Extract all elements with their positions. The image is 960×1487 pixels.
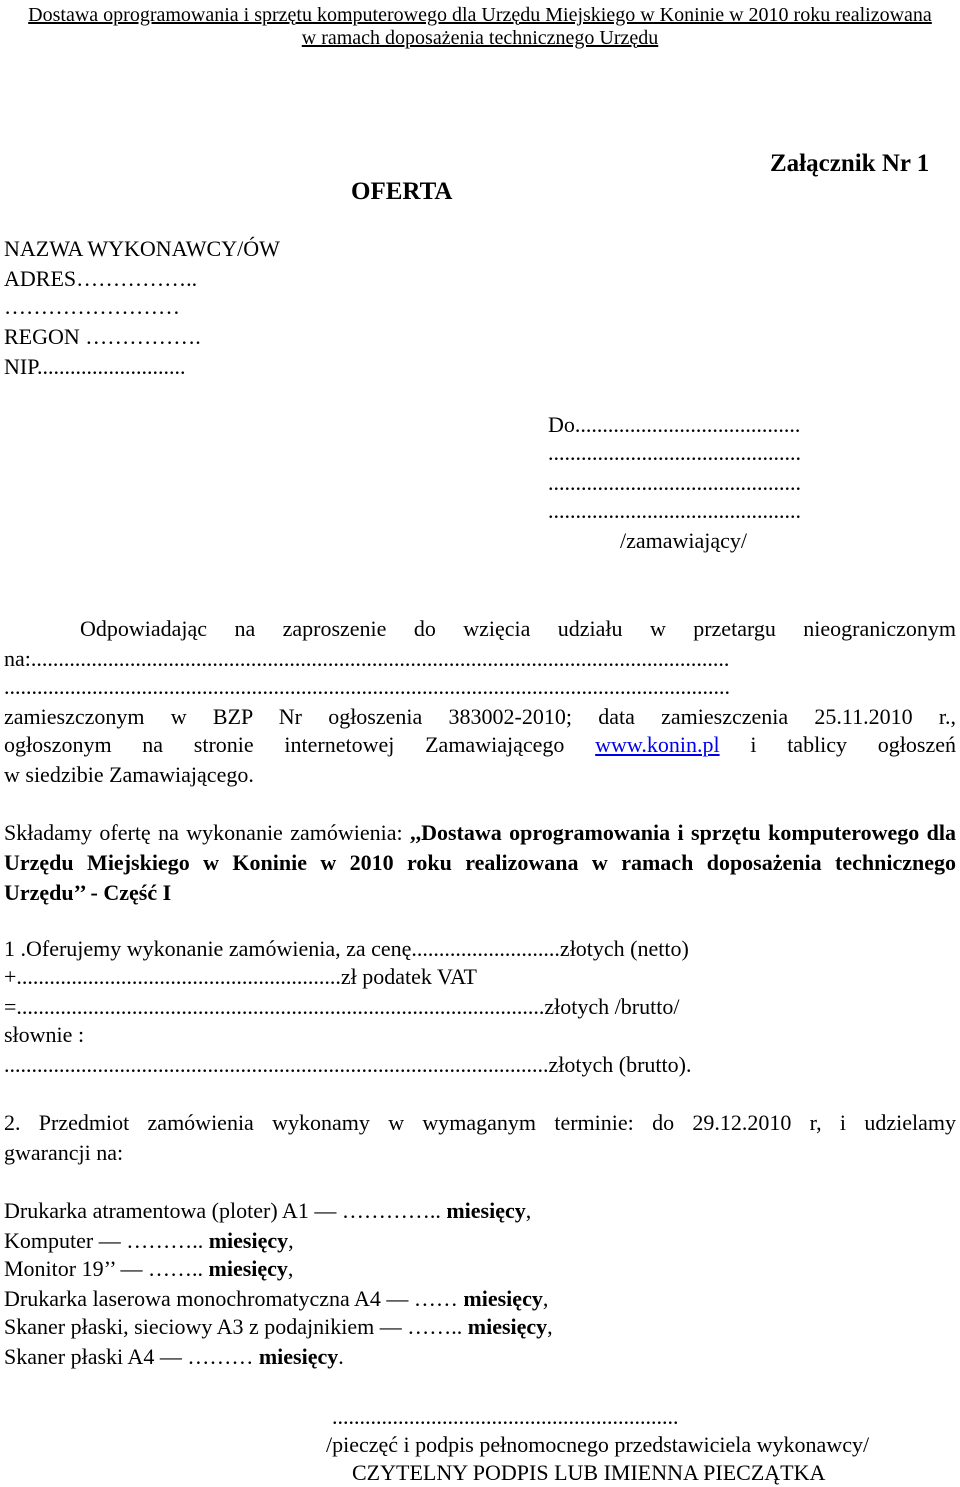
intro-text-b: i tablicy ogłoszeń	[719, 732, 957, 757]
intro-line-4: zamieszczonym w BZP Nr ogłoszenia 383002-2010; data zamieszczenia 25.11.2010 r.,	[4, 704, 956, 729]
contractor-name: NAZWA WYKONAWCY/ÓW	[4, 236, 280, 261]
intro-text-a: ogłoszonym na stronie internetowej Zamawiającego	[4, 732, 596, 757]
warranty-item-unit: miesięcy	[208, 1228, 289, 1253]
warranty-item-unit: miesięcy	[446, 1198, 526, 1223]
warranty-item-unit: miesięcy	[467, 1314, 548, 1339]
intro-line-2: na:...............................................................................................................................	[4, 646, 730, 671]
intro-line-1: Odpowiadając na zaproszenie do wzięcia udziału w przetargu nieograniczonym	[80, 616, 956, 641]
recipient-line-3: ..............................................	[548, 470, 801, 495]
warranty-item-unit: miesięcy	[208, 1256, 288, 1281]
attachment-label: Załącznik Nr 1	[770, 150, 930, 177]
price-line-2: +...........................................................zł podatek VAT	[4, 964, 477, 989]
warranty-item-end: ,	[525, 1198, 532, 1223]
warranty-item-label: Skaner płaski A4 ― ………	[4, 1344, 259, 1369]
warranty-item-unit: miesięcy	[258, 1344, 339, 1369]
recipient-line-4: ..............................................	[548, 498, 801, 523]
warranty-item-label: Komputer ― ………..	[4, 1228, 209, 1253]
signature-note: CZYTELNY PODPIS LUB IMIENNA PIECZĄTKA	[352, 1460, 826, 1485]
page-title: OFERTA	[351, 178, 453, 205]
contractor-regon: REGON …………….	[4, 324, 201, 349]
warranty-item-end: ,	[547, 1314, 553, 1339]
warranty-item-unit: miesięcy	[463, 1286, 543, 1311]
header-line-2: w ramach doposażenia technicznego Urzędu	[301, 27, 659, 49]
contractor-address: ADRES……………..	[4, 266, 198, 291]
warranty-item	[4, 1344, 344, 1370]
header-line-1: Dostawa oprogramowania i sprzętu komputerowego dla Urzędu Miejskiego w Koninie w 2010 roku realizowana	[28, 4, 932, 26]
term-line-1: 2. Przedmiot zamówienia wykonamy w wymaganym terminie: do 29.12.2010 r, i udzielamy	[4, 1110, 956, 1135]
warranty-item-end: ,	[287, 1256, 294, 1281]
warranty-item-label: Monitor 19’’ ― ……..	[4, 1256, 209, 1281]
konin-link[interactable]: www.konin.pl	[595, 732, 720, 757]
offer-subject: ,,Dostawa oprogramowania i sprzętu komputerowego dla Urzędu Miejskiego w Koninie w 2010 roku realizowana w ramach doposażenia technicznego Urzędu’’ - Część I	[4, 820, 956, 905]
recipient-label: /zamawiający/	[620, 528, 748, 553]
intro-line-3: ....................................................................................................................................	[4, 674, 730, 699]
contractor-address-cont: ……………………	[4, 294, 180, 319]
warranty-item-end: ,	[288, 1228, 294, 1253]
price-line-3: =................................................................................................złotych /brutto/	[4, 994, 680, 1019]
offer-paragraph	[4, 818, 956, 908]
signature-caption: /pieczęć i podpis pełnomocnego przedstawiciela wykonawcy/	[326, 1432, 870, 1457]
warranty-item	[4, 1286, 548, 1312]
warranty-item-label: Drukarka laserowa monochromatyczna A4 ― ……	[4, 1286, 464, 1311]
offer-prefix: Składamy ofertę na wykonanie zamówienia:	[4, 820, 411, 845]
warranty-item	[4, 1228, 294, 1254]
term-line-2: gwarancji na:	[4, 1140, 124, 1165]
price-line-1: 1 .Oferujemy wykonanie zamówienia, za cenę...........................złotych (netto)	[4, 936, 689, 961]
warranty-item-end: .	[338, 1344, 344, 1369]
price-line-4: słownie :	[4, 1022, 85, 1047]
warranty-item-label: Drukarka atramentowa (ploter) A1 ― …………..	[4, 1198, 447, 1223]
intro-line-5	[4, 732, 956, 758]
recipient-do: Do.........................................	[548, 412, 801, 437]
warranty-item	[4, 1314, 553, 1340]
price-line-5: ...................................................................................................złotych (brutto).	[4, 1052, 692, 1077]
contractor-nip: NIP...........................	[4, 354, 186, 379]
warranty-item-label: Skaner płaski, sieciowy A3 z podajnikiem ― ……..	[4, 1314, 468, 1339]
recipient-line-2: ..............................................	[548, 440, 801, 465]
warranty-item	[4, 1256, 293, 1282]
warranty-item	[4, 1198, 531, 1224]
warranty-item-end: ,	[542, 1286, 549, 1311]
intro-line-6: w siedzibie Zamawiającego.	[4, 762, 254, 787]
signature-dots: ...............................................................	[332, 1404, 679, 1429]
